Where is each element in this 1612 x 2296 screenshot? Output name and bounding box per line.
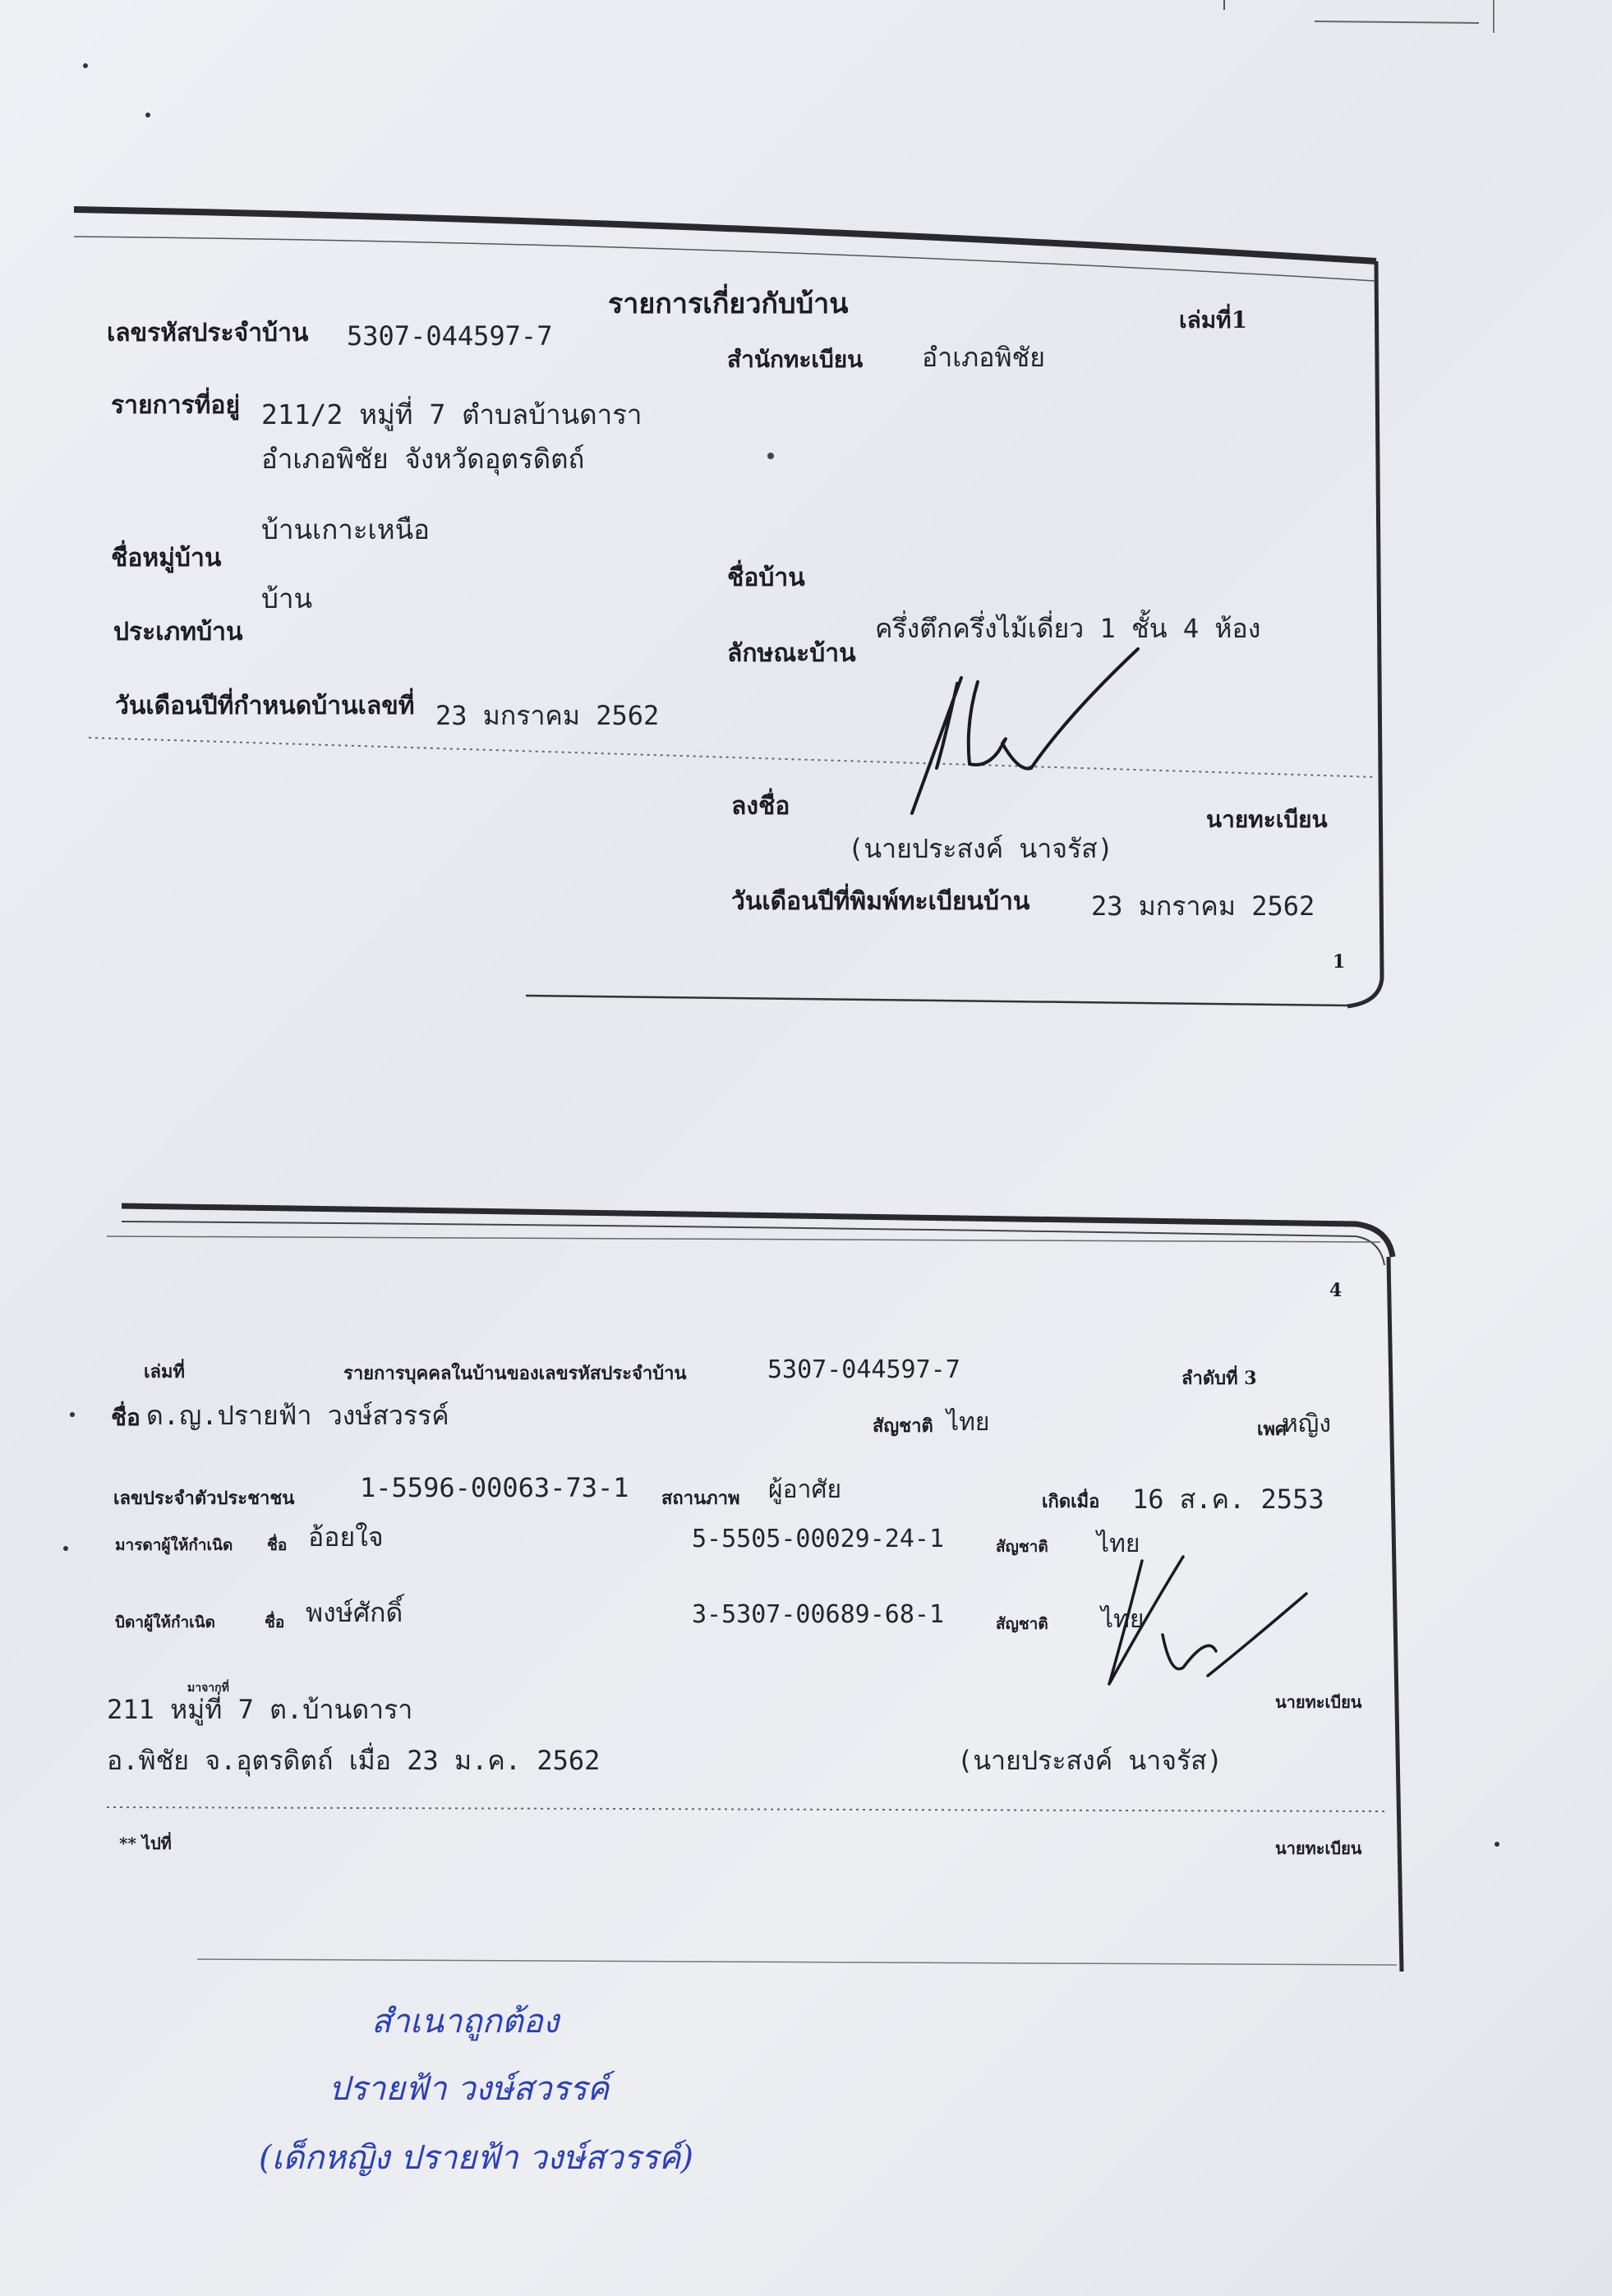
person-registrar-title-bottom: นายทะเบียน: [1275, 1838, 1362, 1858]
mother-nationality-label: สัญชาติ: [996, 1538, 1048, 1556]
person-book-label: เล่มที่: [144, 1361, 186, 1383]
birth-label: เกิดเมื่อ: [1042, 1491, 1100, 1512]
status-label: สถานภาพ: [661, 1488, 740, 1509]
certification-line3: (เด็กหญิง ปรายฟ้า วงษ์สวรรค์): [259, 2139, 694, 2177]
house-type-label: ประเภทบ้าน: [113, 618, 243, 646]
print-date-label: วันเดือนปีที่พิมพ์ทะเบียนบ้าน: [731, 887, 1030, 916]
person-registrar-title: นายทะเบียน: [1275, 1692, 1362, 1712]
book-label-text: เล่มที่: [1179, 306, 1232, 334]
registry-office-label: สำนักทะเบียน: [727, 346, 864, 373]
person-house-id: 5307-044597-7: [767, 1355, 960, 1384]
moved-out-label: ** ไปที่: [119, 1834, 172, 1853]
father-nationality: ไทย: [1101, 1605, 1145, 1634]
mother-nationality: ไทย: [1097, 1530, 1140, 1558]
person-heading: รายการบุคคลในบ้านของเลขรหัสประจำบ้าน: [343, 1363, 687, 1384]
father-label: บิดาผู้ให้กำเนิด: [115, 1613, 215, 1631]
mother-id: 5-5505-00029-24-1: [692, 1525, 945, 1553]
certification-line2: ปรายฟ้า วงษ์สวรรค์: [329, 2070, 610, 2108]
house-page-number: 1: [1333, 951, 1346, 973]
mother-name: อ้อยใจ: [308, 1521, 384, 1553]
person-name: ด.ญ.ปรายฟ้า วงษ์สวรรค์: [146, 1400, 449, 1431]
father-nationality-label: สัญชาติ: [996, 1615, 1048, 1633]
address-line1: 211/2 หมู่ที่ 7 ตำบลบ้านดารา: [261, 398, 642, 430]
house-name-label: ชื่อบ้าน: [727, 564, 805, 592]
mother-name-label: ชื่อ: [267, 1536, 288, 1554]
house-record-title: รายการเกี่ยวกับบ้าน: [608, 288, 849, 320]
father-name-label: ชื่อ: [265, 1613, 285, 1631]
address-line2: อำเภอพิชัย จังหวัดอุตรดิตถ์: [261, 443, 585, 475]
assigned-date-label: วันเดือนปีที่กำหนดบ้านเลขที่: [115, 692, 415, 720]
nationality-value: ไทย: [946, 1408, 990, 1437]
book-value: 1: [1231, 306, 1248, 334]
status-value: ผู้อาศัย: [768, 1475, 842, 1504]
order-label-text: ลำดับที่: [1181, 1368, 1238, 1389]
father-name: พงษ์ศักดิ์: [306, 1597, 403, 1628]
moved-in-line1: 211 หมู่ที่ 7 ต.บ้านดารา: [107, 1694, 413, 1725]
person-registrar-name: (นายประสงค์ นาจรัส): [957, 1745, 1223, 1776]
sign-label: ลงชื่อ: [731, 792, 790, 821]
house-character-label: ลักษณะบ้าน: [727, 639, 856, 668]
print-date-value: 23 มกราคม 2562: [1091, 890, 1315, 922]
citizen-id-value: 1-5596-00063-73-1: [360, 1472, 629, 1503]
sex-value: หญิง: [1282, 1410, 1331, 1438]
village-label: ชื่อหมู่บ้าน: [111, 544, 222, 573]
registrar-name: (นายประสงค์ นาจรัส): [848, 833, 1113, 864]
nationality-label: สัญชาติ: [873, 1415, 933, 1437]
house-type-value: บ้าน: [261, 582, 313, 614]
registrar-title: นายทะเบียน: [1206, 806, 1328, 833]
moved-in-line2: อ.พิชัย จ.อุตรดิตถ์ เมื่อ 23 ม.ค. 2562: [107, 1745, 601, 1776]
order-value: 3: [1244, 1368, 1257, 1389]
assigned-date-value: 23 มกราคม 2562: [435, 700, 660, 731]
certification-line1: สำเนาถูกต้อง: [371, 2003, 560, 2041]
registry-office-value: อำเภอพิชัย: [922, 342, 1045, 373]
sex-label: เพศ: [1257, 1419, 1287, 1440]
birth-date-value: 16 ส.ค. 2553: [1132, 1484, 1324, 1515]
person-page-number: 4: [1329, 1280, 1343, 1301]
house-character-value: ครึ่งตึกครึ่งไม้เดี่ยว 1 ชั้น 4 ห้อง: [875, 613, 1261, 644]
address-label: รายการที่อยู่: [111, 391, 241, 420]
house-id-value: 5307-044597-7: [347, 320, 553, 352]
moved-in-label: มาจากที่: [187, 1682, 229, 1695]
mother-label: มารดาผู้ให้กำเนิด: [115, 1536, 233, 1554]
village-value: บ้านเกาะเหนือ: [261, 513, 430, 545]
house-id-label: เลขรหัสประจำบ้าน: [107, 319, 309, 347]
father-id: 3-5307-00689-68-1: [692, 1600, 945, 1629]
person-name-label: ชื่อ: [111, 1404, 140, 1431]
citizen-id-label: เลขประจำตัวประชาชน: [113, 1488, 295, 1509]
